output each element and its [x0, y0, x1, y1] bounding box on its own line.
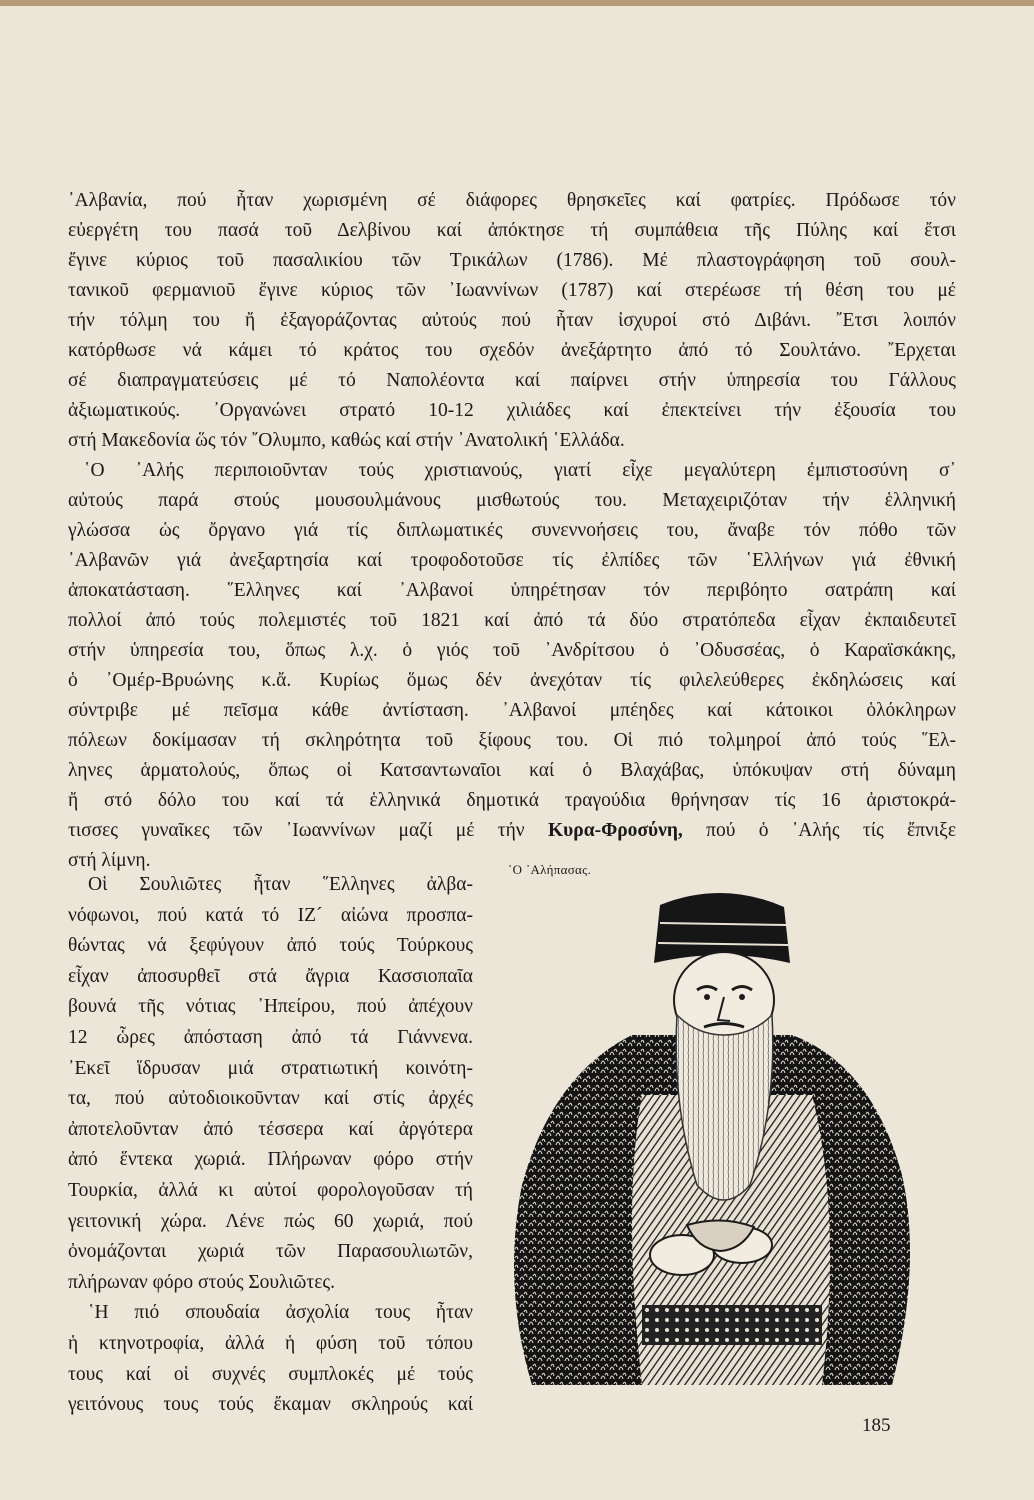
text-line: ἀποκατάσταση. ῞Ελληνες καί ᾿Αλβανοί ὑπηρέτησαν τόν περιβόητο σατράπη καί [68, 580, 956, 601]
text-line: ᾿Εκεῖ ἵδρυσαν μιά στρατιωτική κοινότη- [68, 1057, 473, 1079]
text-line: θώντας νά ξεφύγουν ἀπό τούς Τούρκους [68, 935, 473, 957]
text-line: ὀνομάζονται χωριά τῶν Παρασουλιωτῶν, [68, 1241, 473, 1263]
text-line: στήν ὑπηρεσία του, ὅπως λ.χ. ὁ γιός τοῦ ᾿Ανδρίτσου ὁ ᾿Οδυσσέας, ὁ Καραϊσκάκης, [68, 640, 956, 661]
text-line: κατόρθωσε νά κάμει τό κράτος του σχεδόν ἀνεξάρτητο ἀπό τό Σουλτάνο. ῎Ερχεται [68, 340, 956, 361]
page-number: 185 [862, 1415, 891, 1436]
text-line: νόφωνοι, πού κατά τό ΙΖ´ αἰώνα προσπα- [68, 904, 473, 926]
text-line: ᾿Αλβανῶν γιά ἀνεξαρτησία καί τροφοδοτοῦσε τίς ἐλπίδες τῶν ῾Ελλήνων γιά ἐθνική [68, 550, 956, 571]
text-line: ἤ στό δόλο του καί τά ἑλληνικά δημοτικά τραγούδια θρήνησαν τίς 16 ἀριστοκρά- [68, 790, 956, 811]
text-line: ἡ κτηνοτροφία, ἀλλά ἡ φύση τοῦ τόπου [68, 1332, 473, 1354]
text-line: τους καί οἱ συχνές συμπλοκές μέ τούς [68, 1363, 473, 1385]
text-line: πλήρωναν φόρο στούς Σουλιῶτες. [68, 1271, 336, 1293]
text-line: γλώσσα ὡς ὄργανο γιά τίς διπλωματικές συνεννοήσεις του, ἄναβε τόν πόθο τῶν [68, 520, 956, 541]
text-line: γειτόνους τους τούς ἔκαμαν σκληρούς καί [68, 1394, 473, 1416]
text-line: εὐεργέτη του πασά τοῦ Δελβίνου καί ἀπόκτησε τή συμπάθεια τῆς Πύλης καί ἔτσι [68, 220, 956, 241]
text-line: ἀξιωματικούς. ᾿Οργανώνει στρατό 10-12 χιλιάδες καί ἐπεκτείνει τήν ἐξουσία του [68, 400, 956, 421]
text-line: τα, πού αὐτοδιοικοῦνταν καί στίς ἀρχές [68, 1088, 473, 1110]
text-line: ἀπό ἕντεκα χωριά. Πλήρωναν φόρο στήν [68, 1149, 473, 1171]
text-line: τανικοῦ φερμανιοῦ ἔγινε κύριος τῶν ᾿Ιωαννίνων (1787) καί στερέωσε τή θέση του μέ [68, 280, 956, 301]
text-line: πολλοί ἀπό τούς πολεμιστές τοῦ 1821 καί ἀπό τά δύο στρατόπεδα εἶχαν ἐκπαιδευτεῖ [68, 610, 956, 631]
text-line: ᾿Αλβανία, πού ἦταν χωρισμένη σέ διάφορες θρησκεῖες καί φατρίες. Πρόδωσε τόν [68, 190, 956, 211]
text-line: 12 ὧρες ἀπόσταση ἀπό τά Γιάννενα. [68, 1026, 473, 1048]
text-line: ληνες ἁρματολούς, ὅπως οἱ Κατσαντωναῖοι καί ὁ Βλαχάβας, ὑπόκυψαν στή δύναμη [68, 760, 956, 781]
text-line: βουνά τῆς νότιας ᾿Ηπείρου, πού ἀπέχουν [68, 996, 473, 1018]
bold-name-kyra-frosyni: Κυρα-Φροσύνη, [547, 820, 683, 841]
text-line: ῾Η πιό σπουδαία ἀσχολία τους ἦταν [88, 1302, 473, 1324]
text-line: σύντριβε μέ πεῖσμα κάθε ἀντίσταση. ᾿Αλβανοί μπέηδες καί κάτοικοι ὁλόκληρων [68, 700, 956, 721]
text-line: ῾Ο ᾿Αλής περιποιοῦνταν τούς χριστιανούς, γιατί εἶχε μεγαλύτερη ἐμπιστοσύνη σ᾿ [84, 460, 956, 481]
text-segment: πού ὁ ᾿Αλής τίς ἔπνιξε [682, 820, 956, 841]
text-line: ἀποτελοῦνταν ἀπό τέσσερα καί ἀργότερα [68, 1118, 473, 1140]
figure-caption: ῾Ο ᾿Αλήπασας. [508, 862, 592, 877]
text-line: εἶχαν ἀποσυρθεῖ στά ἄγρια Κασσιοπαῖα [68, 965, 473, 987]
text-line [68, 816, 956, 846]
page-top-edge [0, 0, 1034, 6]
main-text-block [68, 186, 956, 876]
text-line: τήν τόλμη του ἤ ἐξαγοράζοντας αὐτούς πού ἦταν ἰσχυροί στό Διβάνι. ῎Ετσι λοιπόν [68, 310, 956, 331]
text-segment: τισσες γυναῖκες τῶν ᾿Ιωαννίνων μαζί μέ τήν [68, 820, 548, 841]
text-line: πόλεων δοκίμασαν τή σκληρότητα τοῦ ξίφους του. Οἱ πιό τολμηροί ἀπό τούς ῞Ελ- [68, 730, 956, 751]
portrait-engraving-icon [492, 885, 922, 1390]
text-line: ἔγινε κύριος τοῦ πασαλικίου τῶν Τρικάλων (1786). Μέ πλαστογράφηση τοῦ σουλ- [68, 250, 956, 271]
text-line: Τουρκία, ἀλλά κι αὐτοί φορολογοῦσαν τή [68, 1179, 473, 1201]
text-line: αὐτούς παρά στούς μουσουλμάνους μισθωτούς του. Μεταχειριζόταν τήν ἑλληνική [68, 490, 956, 511]
text-line: στή λίμνη. [68, 850, 151, 871]
text-line: ὁ ᾿Ομέρ-Βρυώνης κ.ἄ. Κυρίως ὅμως δέν ἀνεχόταν τίς φιλελεύθερες ἐκδηλώσεις καί [68, 670, 956, 691]
text-line: Οἱ Σουλιῶτες ἦταν ῞Ελληνες ἀλβα- [88, 874, 473, 895]
text-line: σέ διαπραγματεύσεις μέ τό Ναπολέοντα καί παίρνει στήν ὑπηρεσία του Γάλλους [68, 370, 956, 391]
text-line: στή Μακεδονία ὥς τόν ῎Ολυμπο, καθώς καί στήν ᾿Ανατολική ῾Ελλάδα. [68, 430, 625, 451]
column-text-block [68, 870, 473, 1421]
text-line: γειτονική χώρα. Λένε πώς 60 χωριά, πού [68, 1210, 473, 1232]
